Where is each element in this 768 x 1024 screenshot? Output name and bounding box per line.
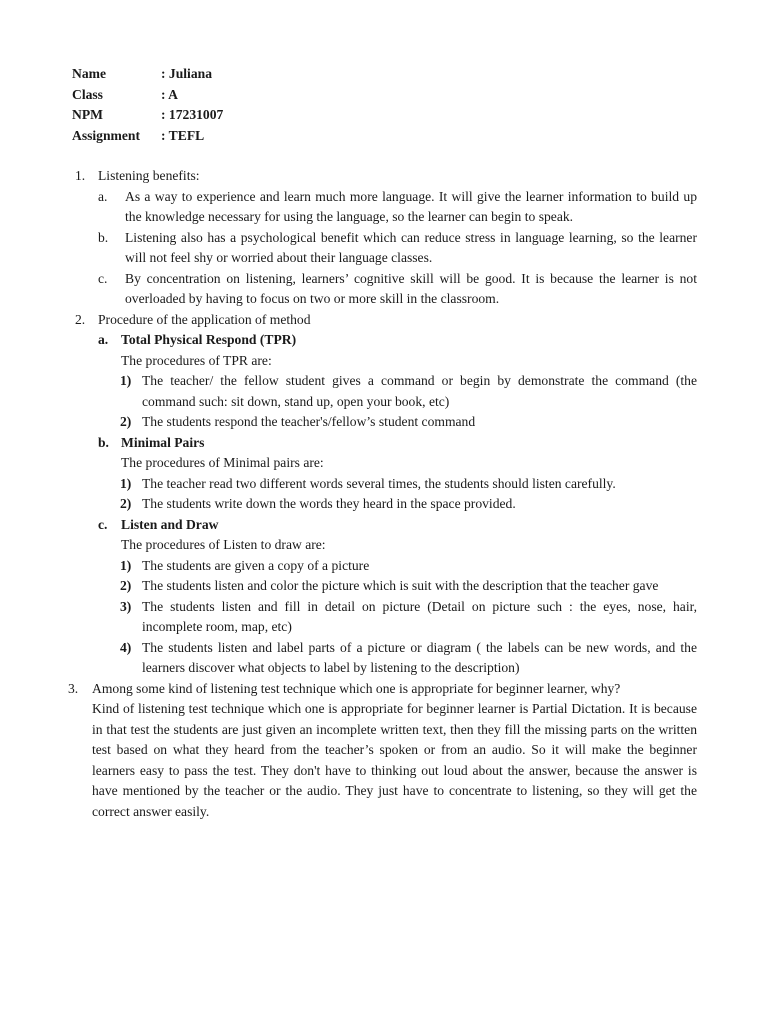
step-marker: 1) (120, 475, 132, 491)
list-item (72, 187, 697, 228)
step-marker: 2) (120, 414, 132, 429)
section-title: Listen and Draw (121, 516, 219, 532)
question-number: 1. (75, 168, 86, 183)
list-item-text: As a way to experience and learn much more language. It will give the learner information to build up the knowledge necessary for using the language, so the learner can begin to speak. (125, 188, 697, 224)
section-marker: a. (98, 332, 109, 347)
list-marker: a. (98, 188, 108, 204)
list-marker: c. (98, 270, 108, 286)
class-value: : A (161, 86, 178, 102)
question-text: Among some kind of listening test technique which one is appropriate for beginner learner, why? (92, 680, 621, 696)
step-text: The teacher/ the fellow student gives a command or begin by demonstrate the command (the command such: sit down, stand up, open your book, etc) (142, 373, 697, 409)
procedure-step (72, 474, 697, 495)
assignment-value: : TEFL (161, 127, 205, 143)
assignment-label: Assignment (72, 127, 140, 143)
procedure-step (72, 494, 697, 515)
step-marker: 4) (120, 639, 132, 655)
name-row (72, 64, 223, 85)
step-text: The students are given a copy of a picture (142, 557, 370, 573)
procedure-step (72, 371, 697, 412)
question-2 (72, 310, 697, 679)
question-title: Listening benefits: (98, 168, 200, 183)
answer-text: Kind of listening test technique which one is appropriate for beginner learner is Partial Dictation. It is because in that test the students are just given an incomplete written text, then they fill the missing parts on the written test based on what they heard from the teacher’s spoken or from an audio. So it will make the beginner learners easy to pass the test. They don't have to thinking out loud about the answer, because the answer is have mentioned by the teacher or the audio. They just have to concentrate to listening, so they will get the correct answer easily. (92, 701, 697, 819)
method-heading (72, 433, 697, 454)
step-text: The students respond the teacher's/fellow’s student command (142, 414, 476, 429)
name-label: Name (72, 66, 106, 81)
step-marker: 1) (120, 557, 132, 573)
step-marker: 3) (120, 598, 132, 614)
list-item (72, 269, 697, 310)
list-marker: b. (98, 229, 109, 245)
list-item-text: By concentration on listening, learners’ cognitive skill will be good. It is because the learner is not overloaded by having to focus on two or more skill in the classroom. (125, 270, 697, 306)
class-label: Class (72, 86, 103, 102)
procedure-step (72, 556, 697, 577)
procedure-step (72, 638, 697, 679)
procedure-step (72, 597, 697, 638)
name-value: : Juliana (161, 66, 212, 81)
step-text: The students listen and color the picture which is suit with the description that the teacher gave (142, 578, 659, 593)
method-heading (72, 515, 697, 536)
student-info-header (72, 64, 223, 146)
question-number: 2. (75, 311, 86, 327)
npm-row (72, 105, 223, 126)
procedure-step (72, 412, 697, 433)
section-intro: The procedures of Minimal pairs are: (121, 455, 324, 470)
npm-label: NPM (72, 107, 103, 122)
list-item-text: Listening also has a psychological benefit which can reduce stress in language learning, so the learner will not feel shy or worried about their language classes. (125, 229, 697, 265)
step-text: The students listen and label parts of a picture or diagram ( the labels can be new words, and the learners discover what objects to label by listening to the description) (142, 639, 697, 675)
procedure-step (72, 576, 697, 597)
question-number: 3. (68, 680, 79, 696)
section-intro: The procedures of TPR are: (121, 352, 272, 368)
step-marker: 2) (120, 578, 132, 593)
class-row (72, 85, 223, 106)
question-1 (72, 166, 697, 310)
question-title: Procedure of the application of method (98, 311, 311, 327)
step-text: The students listen and fill in detail on picture (Detail on picture such : the eyes, nose, hair, incomplete room, map, etc) (142, 598, 697, 634)
section-marker: b. (98, 434, 109, 450)
list-item (72, 228, 697, 269)
question-3 (46, 679, 697, 823)
document-body (68, 166, 697, 822)
section-marker: c. (98, 516, 108, 532)
section-title: Minimal Pairs (121, 434, 205, 450)
method-heading (72, 330, 697, 351)
npm-value: : 17231007 (161, 107, 224, 122)
section-intro: The procedures of Listen to draw are: (121, 537, 326, 552)
step-marker: 2) (120, 496, 132, 511)
step-marker: 1) (120, 373, 132, 388)
step-text: The teacher read two different words several times, the students should listen carefully. (142, 475, 616, 491)
step-text: The students write down the words they heard in the space provided. (142, 496, 516, 511)
assignment-row (72, 126, 223, 147)
section-title: Total Physical Respond (TPR) (121, 332, 297, 347)
